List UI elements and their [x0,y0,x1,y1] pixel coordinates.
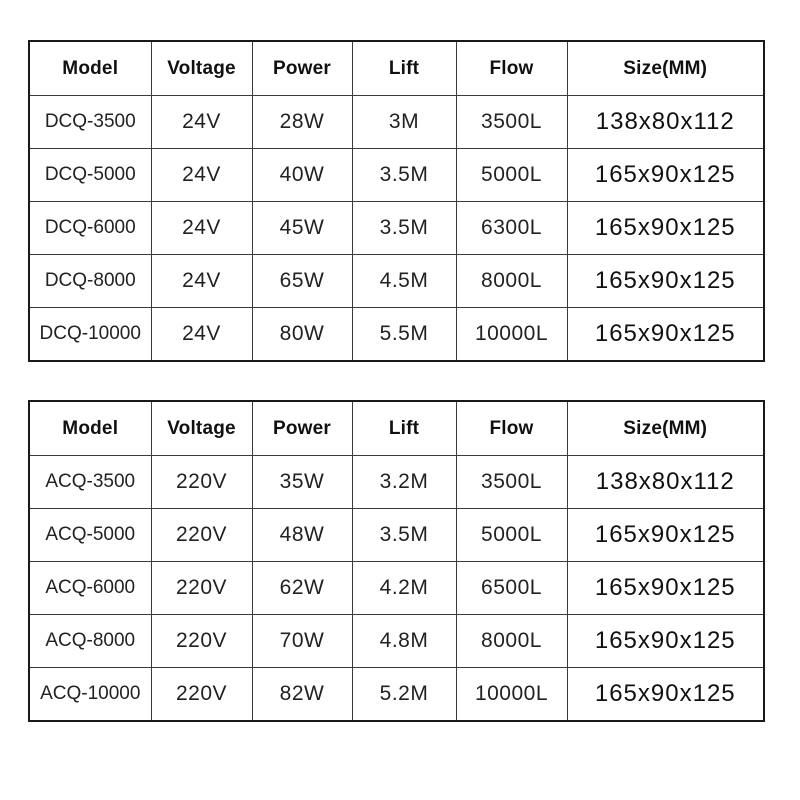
cell-flow: 10000L [456,308,567,362]
cell-model: ACQ-6000 [29,562,151,615]
cell-flow: 8000L [456,615,567,668]
cell-voltage: 24V [151,202,252,255]
cell-voltage: 24V [151,308,252,362]
cell-lift: 5.2M [352,668,456,722]
cell-flow: 10000L [456,668,567,722]
cell-size: 165x90x125 [567,202,764,255]
cell-size: 165x90x125 [567,668,764,722]
cell-model: DCQ-5000 [29,149,151,202]
cell-lift: 3.5M [352,149,456,202]
cell-power: 45W [252,202,352,255]
cell-power: 65W [252,255,352,308]
table-header-row [29,41,764,96]
cell-power: 28W [252,96,352,149]
cell-flow: 6300L [456,202,567,255]
cell-voltage: 220V [151,456,252,509]
cell-power: 40W [252,149,352,202]
header-voltage: Voltage [151,41,252,96]
cell-flow: 3500L [456,456,567,509]
cell-voltage: 220V [151,509,252,562]
cell-model: DCQ-10000 [29,308,151,362]
cell-power: 48W [252,509,352,562]
cell-power: 80W [252,308,352,362]
table-row [29,668,764,722]
cell-power: 35W [252,456,352,509]
cell-lift: 4.5M [352,255,456,308]
cell-model: ACQ-10000 [29,668,151,722]
cell-size: 165x90x125 [567,255,764,308]
cell-lift: 4.2M [352,562,456,615]
cell-flow: 6500L [456,562,567,615]
header-power: Power [252,41,352,96]
table-row [29,456,764,509]
header-model: Model [29,41,151,96]
cell-voltage: 24V [151,255,252,308]
cell-size: 138x80x112 [567,456,764,509]
cell-size: 138x80x112 [567,96,764,149]
cell-lift: 3M [352,96,456,149]
header-lift: Lift [352,401,456,456]
cell-power: 62W [252,562,352,615]
cell-model: DCQ-3500 [29,96,151,149]
cell-lift: 3.5M [352,509,456,562]
cell-power: 82W [252,668,352,722]
table-row [29,615,764,668]
cell-size: 165x90x125 [567,615,764,668]
cell-model: DCQ-6000 [29,202,151,255]
table-row [29,308,764,362]
header-flow: Flow [456,401,567,456]
header-flow: Flow [456,41,567,96]
cell-flow: 5000L [456,149,567,202]
cell-lift: 5.5M [352,308,456,362]
cell-model: DCQ-8000 [29,255,151,308]
cell-size: 165x90x125 [567,149,764,202]
dc-spec-table [28,40,765,362]
table-row [29,149,764,202]
header-size: Size(MM) [567,401,764,456]
cell-flow: 3500L [456,96,567,149]
cell-lift: 4.8M [352,615,456,668]
table-header-row [29,401,764,456]
cell-voltage: 220V [151,668,252,722]
table-row [29,509,764,562]
cell-model: ACQ-5000 [29,509,151,562]
cell-size: 165x90x125 [567,562,764,615]
header-power: Power [252,401,352,456]
table-row [29,255,764,308]
cell-voltage: 220V [151,562,252,615]
cell-flow: 8000L [456,255,567,308]
header-size: Size(MM) [567,41,764,96]
cell-model: ACQ-8000 [29,615,151,668]
header-model: Model [29,401,151,456]
cell-lift: 3.2M [352,456,456,509]
cell-flow: 5000L [456,509,567,562]
cell-lift: 3.5M [352,202,456,255]
header-voltage: Voltage [151,401,252,456]
table-row [29,562,764,615]
cell-voltage: 24V [151,149,252,202]
cell-power: 70W [252,615,352,668]
cell-voltage: 24V [151,96,252,149]
ac-spec-table [28,400,765,722]
table-row [29,202,764,255]
cell-size: 165x90x125 [567,308,764,362]
cell-size: 165x90x125 [567,509,764,562]
table-row [29,96,764,149]
header-lift: Lift [352,41,456,96]
cell-voltage: 220V [151,615,252,668]
cell-model: ACQ-3500 [29,456,151,509]
